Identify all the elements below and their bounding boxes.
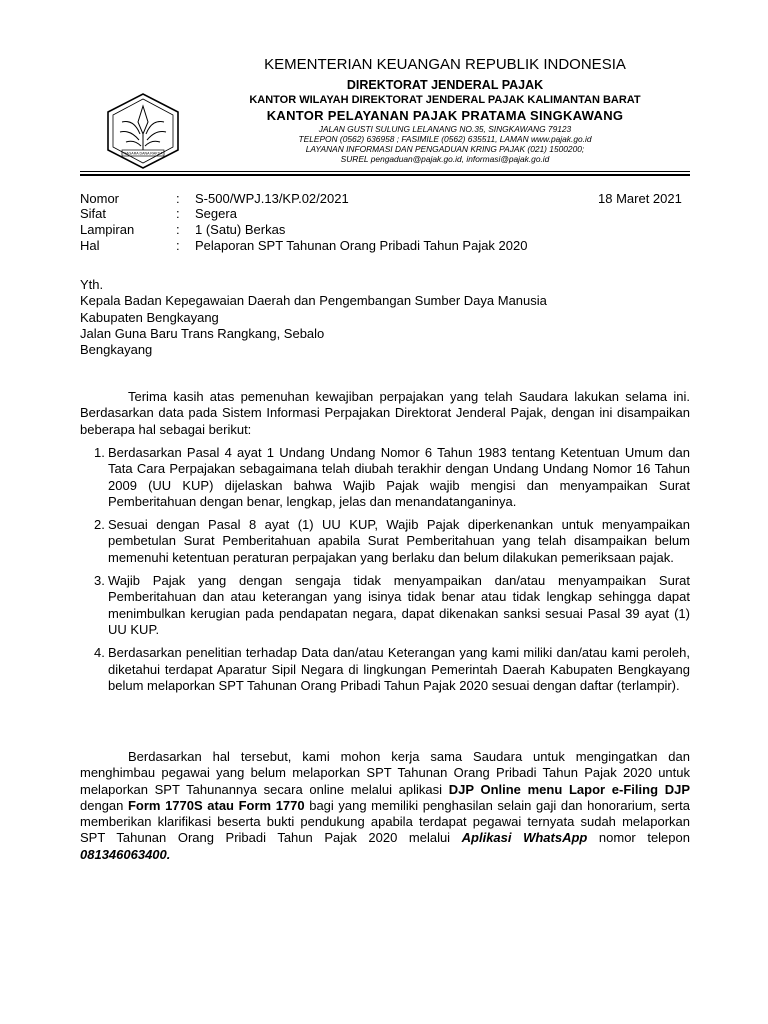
list-item [80,573,690,638]
closing-text-2: dengan [80,797,128,813]
app-name-djp-online: DJP Online menu Lapor e-Filing DJP [448,781,690,797]
list-item-number: 2. [94,517,105,533]
office-address: JALAN GUSTI SULUNG LELANANG NO.35, SINGKAWANG 79123 [318,124,572,134]
field-separator: : [176,238,180,253]
form-names: Form 1770S atau Form 1770 [127,797,305,813]
directorate-name: DIREKTORAT JENDERAL PAJAK [346,78,544,92]
field-nomor-label: Nomor [80,191,120,206]
field-lampiran-value: 1 (Satu) Berkas [195,222,286,237]
closing-text-3: bagi yang memiliki penghasilan selain gaji dan honorarium, serta memberikan klarifikasi beserta bukti pendukung apabila terdapat pegawai ternyata sudah melaporkan SPT Tahunan Orang Pribadi Tahun Pajak 2020 melalui [80,797,690,846]
list-item-text: Berdasarkan Pasal 4 ayat 1 Undang Undang Nomor 6 Tahun 1983 tentang Ketentuan Umum dan Tata Cara Perpajakan sebagaimana telah diubah terakhir dengan Undang Undang Nomor 16 Tahun 2009 (UU KUP) dijelaskan bahwa Wajib Pajak wajib mengisi dan menyampaikan Surat Pemberitahuan dengan benar, lengkap, jelas dan menandatanganinya. [108,445,690,509]
list-item-text: Wajib Pajak yang dengan sengaja tidak menyampaikan dan/atau menyampaikan Surat Pemberitahuan dan atau keterangan yang isinya tidak benar atau tidak lengkap sehingga dapat menimbulkan kerugian pada pendapatan negara, dapat dikenakan sanksi sesuai Pasal 39 ayat (1) UU KUP. [108,573,690,637]
letterhead-divider [80,171,690,172]
addressee-street: Jalan Guna Baru Trans Rangkang, Sebalo [80,326,325,341]
addressee-title: Kepala Badan Kepegawaian Daerah dan Pengembangan Sumber Daya Manusia [80,293,547,308]
whatsapp-app-name: Aplikasi WhatsApp [461,830,588,846]
addressee-region: Kabupaten Bengkayang [80,310,219,325]
points-list [80,445,690,701]
field-separator: : [176,206,180,221]
field-nomor-value: S-500/WPJ.13/KP.02/2021 [195,191,349,206]
logo-motto: NAGARA DANA RAKSA [123,151,163,156]
addressee-city: Bengkayang [80,342,153,357]
field-sifat-label: Sifat [80,206,107,221]
ministry-logo-icon [100,88,186,174]
list-item [80,645,690,694]
regional-office-name: KANTOR WILAYAH DIREKTORAT JENDERAL PAJAK KALIMANTAN BARAT [249,94,641,106]
ministry-name: KEMENTERIAN KEUANGAN REPUBLIK INDONESIA [264,56,626,73]
letterhead-divider-thick [80,174,690,176]
salutation: Yth. [80,277,104,292]
list-item-text: Berdasarkan penelitian terhadap Data dan/atau Keterangan yang kami miliki dan/atau kami peroleh, diketahui terdapat Aparatur Sipil Negara di lingkungan Pemerintah Daerah Kabupaten Bengkayang belum melaporkan SPT Tahunan Orang Pribadi Tahun Pajak 2020 sesuai dengan daftar (terlampir). [108,645,690,693]
list-item-number: 4. [94,645,105,661]
intro-paragraph: Terima kasih atas pemenuhan kewajiban perpajakan yang telah Saudara lakukan selama ini. Berdasarkan data pada Sistem Informasi Perpajakan Direktorat Jenderal Pajak, dengan ini disampaikan beberapa hal sebagai berikut: [80,389,690,437]
field-hal-value: Pelaporan SPT Tahunan Orang Pribadi Tahun Pajak 2020 [195,238,528,253]
field-lampiran-label: Lampiran [80,222,135,237]
field-separator: : [176,222,180,237]
office-name: KANTOR PELAYANAN PAJAK PRATAMA SINGKAWANG [266,108,624,123]
field-sifat-value: Segera [195,206,237,221]
list-item-number: 3. [94,573,105,589]
field-hal-label: Hal [80,238,100,253]
closing-text-4: nomor telepon [587,830,690,846]
closing-paragraph [80,749,690,863]
closing-text-1: Berdasarkan hal tersebut, kami mohon kerja sama Saudara untuk mengingatkan dan menghimbau pegawai yang belum melaporkan SPT Tahunan Orang Pribadi Tahun Pajak 2020 untuk melaporkan SPT Tahunannya secara online melalui aplikasi [80,749,690,797]
office-hotline: LAYANAN INFORMASI DAN PENGADUAN KRING PAJAK (021) 1500200; [305,144,585,154]
field-separator: : [176,191,180,206]
list-item-number: 1. [94,445,105,460]
list-item [80,517,690,566]
letter-date: 18 Maret 2021 [598,191,682,206]
list-item [80,445,690,510]
office-email: SUREL pengaduan@pajak.go.id, informasi@pajak.go.id [340,154,550,164]
whatsapp-phone-number: 081346063400. [80,846,171,862]
office-phone: TELEPON (0562) 636958 ; FASIMILE (0562) 635511, LAMAN www.pajak.go.id [298,134,592,144]
list-item-text: Sesuai dengan Pasal 8 ayat (1) UU KUP, Wajib Pajak diperkenankan untuk menyampaikan pembetulan Surat Pemberitahuan apabila Surat Pemberitahuan yang telah disampaikan belum memenuhi ketentuan peraturan perpajakan yang berlaku dan belum dilakukan pemeriksaan pajak. [108,517,690,565]
